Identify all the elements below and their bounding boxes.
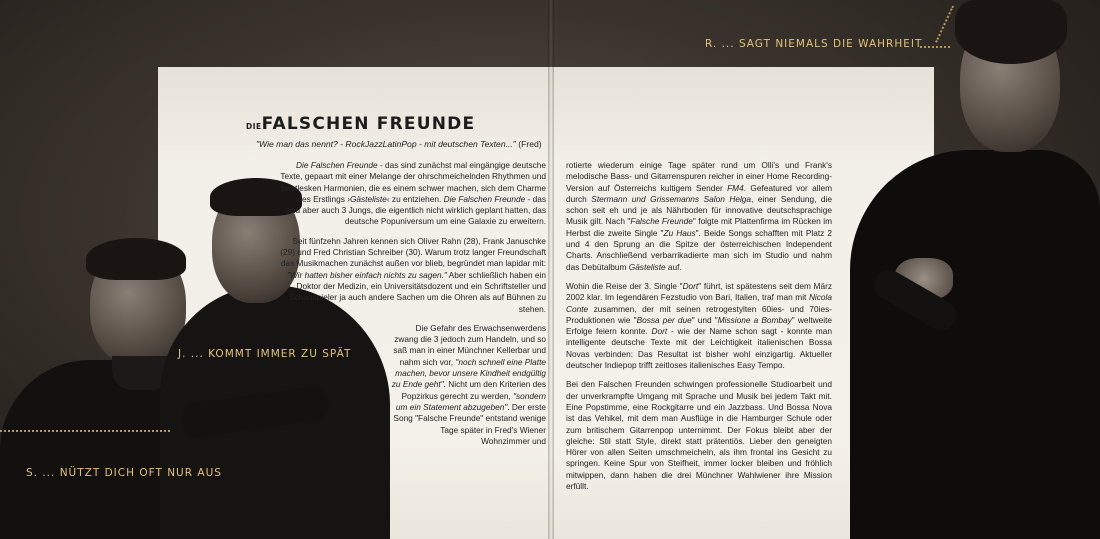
quote: "noch schnell eine Platte machen, bevor unsere Kindheit endgültig zu Ende geht" <box>391 356 546 390</box>
text-run: ". Beide Songs schafften mit Platz 2 und 4 den Sprung an die Spitze der österreichischen Independent Charts. Anschließend verbarrikadierte man sich im Studio und nahm das Debütalbum <box>566 227 832 272</box>
text-run: - wie der Name schon sagt - konnte man intelligente deutsche Texte mit der Leichtigkeit italienischen Bossa Novas verbinden: Das Resultat ist bisher wohl einzigartig. Aktueller deutscher Indiepop trifft zeitloses italienisches Easy Tempo. <box>566 326 832 371</box>
text-run: zusammen, der mit seinen retrogestylten 60ies- und 70ies-Produktionen wie " <box>566 303 832 325</box>
caption-j-leader <box>0 430 170 432</box>
song-title: Dort <box>651 326 668 337</box>
text-column-left <box>280 160 546 455</box>
caption-r-leader <box>920 46 950 48</box>
song-title: Missione a Bombay <box>717 314 792 325</box>
col1-paragraph-1 <box>280 160 546 228</box>
text-run: Seit fünfzehn Jahren kennen sich Oliver Rahn (28), Frank Januschke (29) und Fred Christian Schreiber (30). Warum trotz langer Freundschaft das Musikmachen zunächst außen vor blieb, begründet man lapidar mit: <box>280 235 546 269</box>
song-title: Dort <box>682 280 699 291</box>
song-title: Bossa per due <box>636 314 692 325</box>
caption-j: J. ... KOMMT IMMER ZU SPÄT <box>178 348 352 360</box>
text-column-right <box>566 160 832 500</box>
text-run: " führt, ist spätestens seit dem März 2002 klar. Im legendären Fezstudio von Bari, Italien, traf man mit <box>566 280 832 303</box>
song-title: Zu Haus <box>663 227 696 238</box>
artist-name: Nicola Conte <box>566 292 832 314</box>
article-subtitle <box>256 139 550 149</box>
text-run: " folgte mit Plattenfirma im Rücken im Herbst die zweite Single " <box>566 216 832 238</box>
booklet-fold <box>548 0 554 539</box>
quote: "Wir hatten bisher einfach nichts zu sagen." <box>286 269 447 280</box>
text-run: - das sind aber auch 3 Jungs, die eigentlich nicht wirklich geplant hatten, das deutsche Popuniversum um eine Galaxie zu erweitern. <box>284 193 546 227</box>
album-title: Gästeliste <box>628 261 666 272</box>
subtitle-author: (Fred) <box>515 139 542 149</box>
text-run: rotierte wiederum einige Tage später rund um Olli's und Frank's melodische Bass- und Gitarrenspuren reicher in einer Home Recording-Version auf Österreichs kultigem Sender <box>566 160 832 193</box>
col1-paragraph-2 <box>280 236 546 315</box>
caption-r-leader-vertical <box>935 6 954 43</box>
quote: "sondern um ein Statement abzugeben" <box>395 390 546 412</box>
article-headline <box>246 114 475 134</box>
text-run: - das sind zunächst mal eingängige deutsche Texte, gepaart mit einer Melange der ohrschmeichelnden Rhythmen und beatlesken Harmonien, die es einem schwer machen, sich dem Charme des Erstlings <box>280 160 546 204</box>
text-run: , einer Sendung, die schon seit eh und je als Nährboden für innovative deutschsprachige Musik gilt. Nach " <box>566 193 832 227</box>
col1-paragraph-3 <box>390 323 546 447</box>
caption-s: S. ... NÜTZT DICH OFT NUR AUS <box>26 467 222 479</box>
col2-paragraph-1 <box>566 160 832 273</box>
album-title: ›Gästeliste‹ <box>347 193 390 204</box>
song-title: Falsche Freunde <box>630 216 693 227</box>
text-run: Wohin die Reise der 3. Single " <box>566 280 683 291</box>
text-run: Bei den Falschen Freunden schwingen professionelle Studioarbeit und der unverkrampfte Umgang mit Sprache und Musik bei jedem Takt mit. Eine Popstimme, eine Rockgitarre und ein Jazzbass. Und Bossa Nova ist das Vehikel, mit dem man Ausflüge in die Hamburger Schule oder zum britischem Gitarrenpop unternimmt. Der Fokus bleibt aber der gleiche: Stil statt Style, direkt statt prätentiös. Lieber den geneigten Hörer von allen Seiten umschmeicheln, als ihm frontal ins Gesicht zu springen. Keine Spur von Steifheit, immer locker bleiben und fröhlich mitwippen, dann haben die drei Münchner Wahlwiener ihre Mission erfüllt. <box>566 379 832 492</box>
text-run: Aber schließlich haben ein Doktor der Medizin, ein Universitätsdozent und ein Schriftsteller und Schauspieler ja auch andere Sachen um die Ohren als auf Bühnen zu stehen. <box>289 269 546 314</box>
col2-paragraph-2 <box>566 281 832 371</box>
text-run: auf. <box>665 261 682 272</box>
col2-paragraph-3 <box>566 379 832 492</box>
headline-title: FALSCHEN FREUNDE <box>261 114 476 134</box>
text-run: " weltweite Erfolge feiern konnte. <box>566 314 832 337</box>
band-name: Die Falschen Freunde <box>443 193 526 204</box>
text-run: . Nicht um den Kriterien des Popzirkus gerecht zu werden, <box>401 379 546 401</box>
text-run: . Gefeatured vor allem durch <box>566 182 832 204</box>
headline-prefix: DIE <box>246 122 262 131</box>
caption-r: R. ... SAGT NIEMALS DIE WAHRHEIT <box>705 38 923 50</box>
band-name: Die Falschen Freunde <box>296 160 378 170</box>
subtitle-quote: "Wie man das nennt? - RockJazzLatinPop - mit deutschen Texten..." <box>256 139 516 149</box>
text-run: . Der erste Song "Falsche Freunde" entstand wenige Tage später in Fred's Wiener Wohnzimmer und <box>393 401 546 446</box>
show-name: Stermann und Grissemanns Salon Helga <box>591 193 752 204</box>
text-run: " und " <box>691 314 718 325</box>
text-run: zu entziehen. <box>389 193 444 204</box>
radio-station: FM4 <box>727 182 744 193</box>
text-run: Die Gefahr des Erwachsenwerdens zwang die 3 jedoch zum Handeln, und so saß man in einer Münchner Kellerbar und nahm sich vor, <box>393 322 546 367</box>
